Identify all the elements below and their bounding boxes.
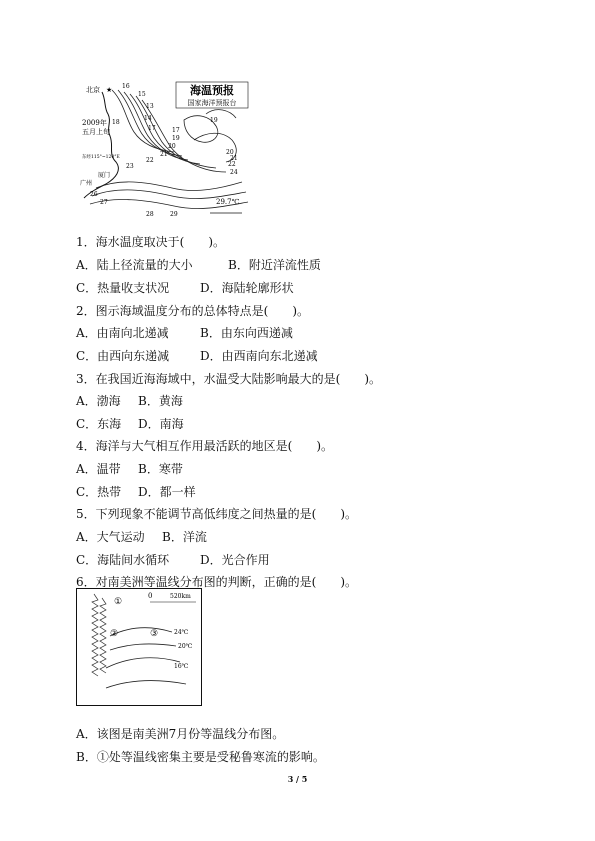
isotherm-label: 16 bbox=[122, 83, 130, 90]
isotherm-label: 23 bbox=[126, 163, 134, 170]
isotherm-label: 28 bbox=[146, 211, 154, 218]
option-a: A．陆上径流量的大小 bbox=[76, 258, 193, 272]
option-b: B．由东向西递减 bbox=[200, 326, 293, 340]
question-1-stem: 1．海水温度取决于( )。 bbox=[76, 235, 225, 249]
isotherm-label: 29 bbox=[170, 211, 178, 218]
question-5-options-row bbox=[76, 530, 207, 544]
question-4-options-row bbox=[76, 462, 183, 476]
isotherm-label: 22 bbox=[146, 157, 154, 164]
marker-2: ② bbox=[110, 629, 119, 639]
isotherm-label: 18 bbox=[112, 119, 120, 126]
scale-zero: 0 bbox=[148, 592, 153, 600]
option-a: A．大气运动 bbox=[76, 530, 145, 544]
isotherm-label: 21 bbox=[160, 151, 168, 158]
question-2-stem: 2．图示海域温度分布的总体特点是( )。 bbox=[76, 304, 309, 318]
isotherm-label: 22 bbox=[228, 161, 236, 168]
isotherm-16: 16℃ bbox=[174, 663, 189, 670]
isotherm-label: 13 bbox=[146, 103, 154, 110]
question-6-option-b: B．①处等温线密集主要是受秘鲁寒流的影响。 bbox=[76, 750, 325, 764]
isotherm-label: 17 bbox=[172, 127, 180, 134]
question-6-stem: 6．对南美洲等温线分布图的判断，正确的是( )。 bbox=[76, 575, 358, 589]
question-1-options-row bbox=[76, 281, 294, 295]
option-b: B．洋流 bbox=[162, 530, 207, 544]
question-2-options-row bbox=[76, 326, 293, 340]
map-title: 海温预报 bbox=[190, 84, 234, 97]
option-b: B．黄海 bbox=[138, 394, 183, 408]
isotherm-20: 20℃ bbox=[178, 643, 193, 650]
isotherm-label: 21 bbox=[230, 155, 238, 162]
isotherm-label: 19 bbox=[210, 117, 218, 124]
isotherm-label: 24 bbox=[230, 169, 238, 176]
question-6-option-a: A．该图是南美洲7月份等温线分布图。 bbox=[76, 727, 285, 741]
option-b: B．寒带 bbox=[138, 462, 183, 476]
option-b: B．附近洋流性质 bbox=[228, 258, 321, 272]
city-beijing: 北京 bbox=[86, 86, 100, 94]
question-4-stem: 4．海洋与大气相互作用最活跃的地区是( )。 bbox=[76, 439, 333, 453]
marker-1: ① bbox=[114, 597, 123, 607]
question-2-options-row bbox=[76, 349, 318, 363]
option-c: C．海陆间水循环 bbox=[76, 553, 170, 567]
marker-3: ③ bbox=[150, 629, 159, 639]
option-a: A．温带 bbox=[76, 462, 121, 476]
isotherm-label: 14 bbox=[144, 115, 152, 122]
option-c: C．东海 bbox=[76, 417, 122, 431]
option-c: C．由西向东递减 bbox=[76, 349, 170, 363]
city-guangzhou: 广州 bbox=[80, 180, 93, 187]
isotherm-24: 24℃ bbox=[174, 629, 189, 636]
map-month: 五月上旬 bbox=[82, 128, 110, 136]
map-agency: 国家海洋预报台 bbox=[187, 99, 237, 107]
isotherm-label: 17 bbox=[148, 125, 156, 132]
isotherm-label: 27 bbox=[100, 199, 108, 206]
map-year: 2009年 bbox=[82, 119, 107, 127]
isotherm-label: 20 bbox=[168, 143, 176, 150]
city-xiamen: 厦门 bbox=[98, 172, 111, 179]
page-number: 3 / 5 bbox=[287, 774, 308, 784]
question-5-options-row bbox=[76, 553, 270, 567]
option-a: A．渤海 bbox=[76, 394, 121, 408]
scale-km: 520km bbox=[170, 593, 191, 600]
option-c: C．热量收支状况 bbox=[76, 281, 170, 295]
beijing-star-icon: ★ bbox=[106, 86, 113, 94]
question-3-stem: 3．在我国近海海域中，水温受大陆影响最大的是( )。 bbox=[76, 372, 382, 386]
isotherm-label: 26 bbox=[90, 191, 98, 198]
option-d: D．都一样 bbox=[138, 485, 196, 499]
option-d: D．由西南向东北递减 bbox=[200, 349, 318, 363]
isotherm-label: 15 bbox=[138, 91, 146, 98]
isotherm-label: 19 bbox=[172, 135, 180, 142]
map-coord-label: 东经115°~120°E bbox=[82, 155, 120, 160]
option-d: D．光合作用 bbox=[200, 553, 270, 567]
option-a: A．由南向北递减 bbox=[76, 326, 169, 340]
question-3-options-row bbox=[76, 394, 183, 408]
question-1-options-row bbox=[76, 258, 321, 272]
isotherm-label: 20 bbox=[226, 149, 234, 156]
option-d: D．南海 bbox=[138, 417, 184, 431]
option-d: D．海陆轮廓形状 bbox=[200, 281, 294, 295]
option-c: C．热带 bbox=[76, 485, 122, 499]
sea-temperature-map bbox=[76, 80, 256, 220]
question-3-options-row bbox=[76, 417, 184, 431]
question-4-options-row bbox=[76, 485, 196, 499]
south-america-isotherm-map bbox=[76, 588, 202, 706]
question-5-stem: 5．下列现象不能调节高低纬度之间热量的是( )。 bbox=[76, 507, 358, 521]
map-bottom-temp: 29.7℃ bbox=[216, 198, 240, 206]
